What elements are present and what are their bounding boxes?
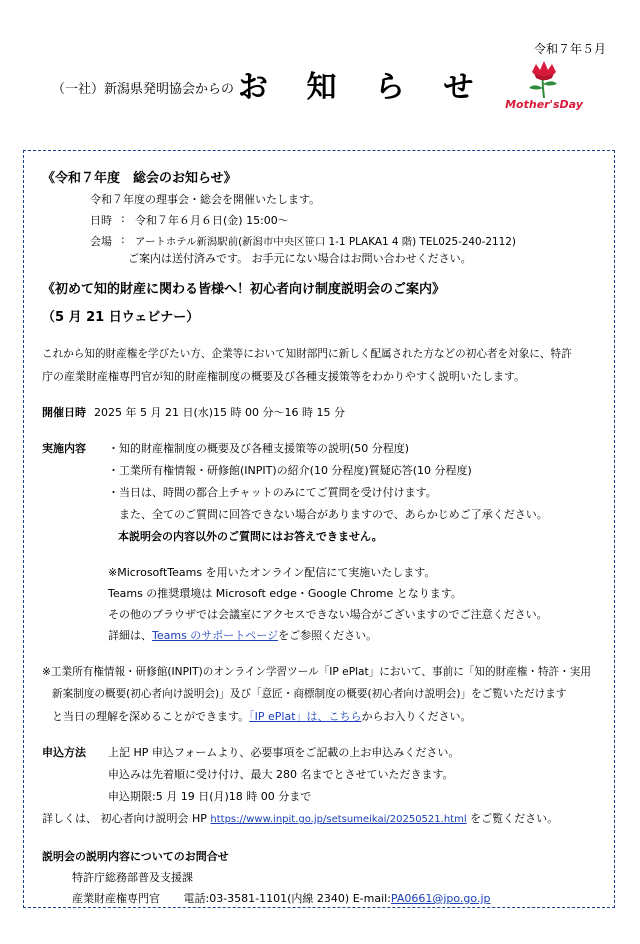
seminar-desc-line-2: 庁の産業財産権専門官が知的財産権制度の概要及び各種支援策等をわかりやすく説明いたします。 xyxy=(42,370,526,383)
apply-line: 申込期限:5 月 19 日(月)18 時 00 分まで xyxy=(108,790,312,803)
eplat-line-1: ※工業所有権情報・研修館(INPIT)のオンライン学習ツール「IP ePlat」において、事前に「知的財産権・特許・実用 xyxy=(42,666,591,678)
more-info-line xyxy=(42,810,558,826)
content-item: ・当日は、時間の都合上チャットのみにてご質問を受け付けます。 xyxy=(108,486,437,499)
eplat-suffix: からお入りください。 xyxy=(361,710,472,723)
apply-line: 申込みは先着順に受け付け、最大 280 名までとさせていただきます。 xyxy=(108,768,454,781)
meeting-note: ご案内は送付済みです。 お手元にない場合はお問い合わせください。 xyxy=(128,252,472,265)
contact-officer: 産業財産権専門官 xyxy=(72,892,160,905)
eplat-line-3 xyxy=(52,708,472,724)
carnation-icon xyxy=(496,58,592,100)
schedule-label: 開催日時 xyxy=(42,406,86,419)
mothers-day-logo xyxy=(496,58,592,120)
apply-line: 上記 HP 申込フォームより、必要事項をご記載の上お申込みください。 xyxy=(108,746,460,759)
organization-name: （一社）新潟県発明協会からの xyxy=(52,82,235,97)
contact-title: 説明会の説明内容についてのお問合せ xyxy=(42,850,229,863)
content-warning: 本説明会の内容以外のご質問にはお答えできません。 xyxy=(118,530,383,543)
meeting-title: 《令和７年度 総会のお知らせ》 xyxy=(42,171,237,186)
content-label: 実施内容 xyxy=(42,442,86,455)
meeting-date-label: 日時 xyxy=(90,214,112,227)
detail-prefix: 詳細は、 xyxy=(108,629,152,642)
schedule-value: 2025 年 5 月 21 日(水)15 時 00 分～16 時 15 分 xyxy=(94,406,346,419)
eplat-line-2: 新案制度の概要(初心者向け説明会)」及び「意匠・商標制度の概要(初心者向け説明会)」をご覧いただけます xyxy=(52,688,567,700)
meeting-venue-label: 会場 xyxy=(90,235,112,248)
logo-text: Mother'sDay xyxy=(505,98,583,111)
contact-phone: 電話:03-3581-1101(内線 2340) E-mail: xyxy=(183,892,391,905)
detail-suffix: をご参照ください。 xyxy=(278,629,378,642)
meeting-date-colon: : xyxy=(121,212,125,225)
meeting-date-value: 令和７年６月６日(金) 15:00～ xyxy=(135,214,289,227)
issue-date: 令和７年５月 xyxy=(533,42,606,56)
contact-email-link[interactable]: PA0661@jpo.go.jp xyxy=(390,892,491,905)
online-line: ※MicrosoftTeams を用いたオンライン配信にて実施いたします。 xyxy=(108,566,436,579)
detail-line xyxy=(108,627,377,643)
meeting-intro: 令和７年度の理事会・総会を開催いたします。 xyxy=(90,193,321,206)
online-line: Teams の推奨環境は Microsoft edge・Google Chrome となります。 xyxy=(108,587,462,600)
page-title: お 知 ら せ xyxy=(238,70,488,105)
contact-line xyxy=(72,890,490,906)
more-prefix: 詳しくは、 初心者向け説明会 HP xyxy=(42,812,207,825)
content-item: ・知的財産権制度の概要及び各種支援策等の説明(50 分程度) xyxy=(108,442,410,455)
apply-label: 申込方法 xyxy=(42,746,86,759)
online-line: その他のブラウザでは会議室にアクセスできない場合がございますのでご注意ください。 xyxy=(108,608,548,621)
content-item: ・工業所有権情報・研修館(INPIT)の紹介(10 分程度)質疑応答(10 分程度) xyxy=(108,464,472,477)
seminar-desc-line-1: これから知的財産権を学びたい方、企業等において知財部門に新しく配属された方などの初心者を対象に、特許 xyxy=(42,348,572,360)
seminar-subtitle: （5 月 21 日ウェビナー） xyxy=(42,310,200,325)
contact-department: 特許庁総務部普及支援課 xyxy=(72,871,193,884)
more-suffix: をご覧ください。 xyxy=(470,812,559,825)
ip-eplat-link[interactable]: 「IP ePlat」は、こちら xyxy=(249,710,362,723)
seminar-title: 《初めて知的財産に関わる皆様へ！初心者向け制度説明会のご案内》 xyxy=(42,282,446,297)
eplat-prefix: と当日の理解を深めることができます。 xyxy=(52,710,250,723)
teams-support-link[interactable]: Teams のサポートページ xyxy=(152,629,279,642)
seminar-url-link[interactable]: https://www.inpit.go.jp/setsumeikai/20250521.html xyxy=(210,814,467,825)
meeting-venue-colon: : xyxy=(121,233,125,246)
meeting-venue-value: アートホテル新潟駅前(新潟市中央区笹口 1-1 PLAKA1 4 階) TEL025-240-2112) xyxy=(135,236,516,248)
content-item: また、全てのご質問に回答できない場合がありますので、あらかじめご了承ください。 xyxy=(108,508,548,521)
